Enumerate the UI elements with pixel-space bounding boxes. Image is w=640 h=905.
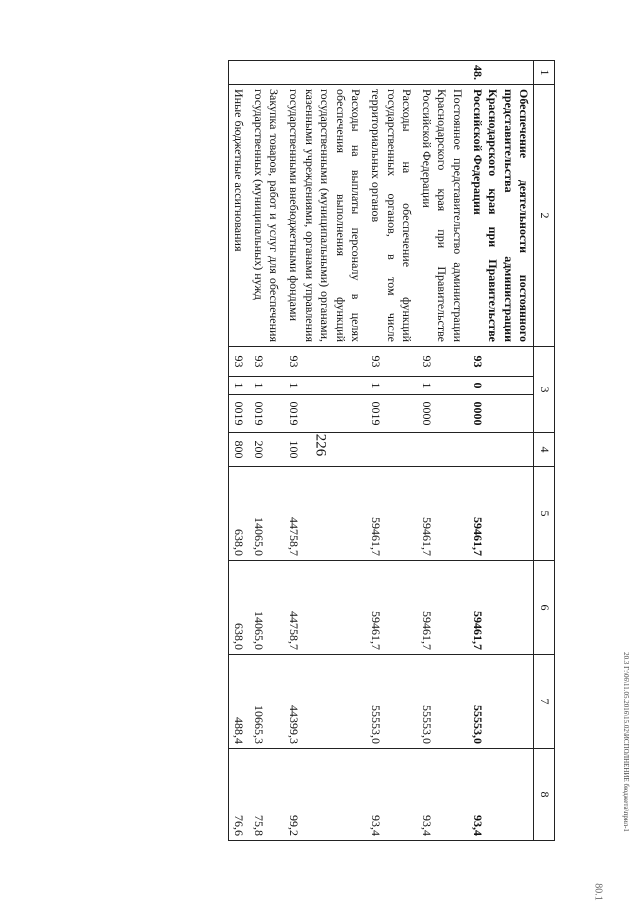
code-target: 0019 (228, 395, 248, 433)
row-name: Обеспечение деятельности постоянного представительства администрации Краснодарского края при Правительстве Российской Федерации (467, 85, 534, 347)
table-row (416, 61, 467, 841)
approved-amount: 59461,7 (467, 467, 534, 561)
budget-list-amount: 59461,7 (416, 561, 467, 655)
column-header: 7 (534, 655, 555, 749)
column-header: 3 (534, 347, 555, 433)
column-header: 1 (534, 61, 555, 85)
code-section: 93 (228, 347, 248, 377)
row-number (416, 61, 467, 85)
budget-list-amount: 59461,7 (467, 561, 534, 655)
execution-percent: 93,4 (365, 749, 416, 841)
table-row (228, 61, 248, 841)
approved-amount: 59461,7 (416, 467, 467, 561)
table-row (248, 61, 283, 841)
executed-amount: 55553,0 (416, 655, 467, 749)
approved-amount: 14065,0 (248, 467, 283, 561)
code-section: 93 (284, 347, 366, 377)
corner-mark: 80.1 (592, 883, 604, 901)
column-header: 2 (534, 85, 555, 347)
code-subsection: 1 (284, 377, 366, 395)
approved-amount: 59461,7 (365, 467, 416, 561)
row-name: Расходы на выплаты персоналу в целях обеспечения выполнения функций государственными (муниципальными) органами, казенными учреждениями, органами управления государственными внебюджетными фондами (284, 85, 366, 347)
column-header: 8 (534, 749, 555, 841)
code-section: 93 (416, 347, 467, 377)
row-name: Иные бюджетные ассигнования (228, 85, 248, 347)
expense-type (467, 433, 534, 467)
table-row (284, 61, 366, 841)
table-row (467, 61, 534, 841)
code-subsection: 1 (365, 377, 416, 395)
budget-list-amount: 638,0 (228, 561, 248, 655)
code-subsection: 0 (467, 377, 534, 395)
code-target: 0019 (284, 395, 366, 433)
code-section: 93 (467, 347, 534, 377)
code-section: 93 (365, 347, 416, 377)
expense-type: 800 (228, 433, 248, 467)
executed-amount: 55553,0 (365, 655, 416, 749)
row-name: Постоянное представительство администрации Краснодарского края при Правительстве Российской Федерации (416, 85, 467, 347)
executed-amount: 488,4 (228, 655, 248, 749)
code-subsection: 1 (228, 377, 248, 395)
expense-type (365, 433, 416, 467)
row-number: 48. (467, 61, 534, 85)
page-number: 226 (312, 433, 329, 457)
code-subsection: 1 (416, 377, 467, 395)
code-subsection: 1 (248, 377, 283, 395)
execution-percent: 99,2 (284, 749, 366, 841)
file-path-note: 20.3 Г:\06\11.05.2016\15.02\ИСПОЛНЕНИЕ бюджета\прил-1 (622, 652, 630, 832)
row-number (248, 61, 283, 85)
code-target: 0000 (416, 395, 467, 433)
executed-amount: 10665,3 (248, 655, 283, 749)
budget-table-container (85, 60, 555, 840)
budget-list-amount: 59461,7 (365, 561, 416, 655)
column-header: 6 (534, 561, 555, 655)
row-number (228, 61, 248, 85)
column-number-row (534, 61, 555, 841)
row-name: Расходы на обеспечение функций государственных органов, в том числе территориальных органов (365, 85, 416, 347)
column-header: 5 (534, 467, 555, 561)
expense-type: 100 (284, 433, 366, 467)
executed-amount: 55553,0 (467, 655, 534, 749)
budget-list-amount: 44758,7 (284, 561, 366, 655)
table-row (365, 61, 416, 841)
approved-amount: 638,0 (228, 467, 248, 561)
row-number (365, 61, 416, 85)
code-target: 0000 (467, 395, 534, 433)
approved-amount: 44758,7 (284, 467, 366, 561)
table-body (228, 61, 534, 841)
expense-type: 200 (248, 433, 283, 467)
execution-percent: 75,8 (248, 749, 283, 841)
execution-percent: 76,6 (228, 749, 248, 841)
code-target: 0019 (365, 395, 416, 433)
expense-type (416, 433, 467, 467)
row-name: Закупка товаров, работ и услуг для обеспечения государственных (муниципальных) нужд (248, 85, 283, 347)
column-header: 4 (534, 433, 555, 467)
budget-list-amount: 14065,0 (248, 561, 283, 655)
budget-table (228, 60, 555, 841)
execution-percent: 93,4 (416, 749, 467, 841)
row-number (284, 61, 366, 85)
code-section: 93 (248, 347, 283, 377)
execution-percent: 93,4 (467, 749, 534, 841)
code-target: 0019 (248, 395, 283, 433)
executed-amount: 44399,3 (284, 655, 366, 749)
